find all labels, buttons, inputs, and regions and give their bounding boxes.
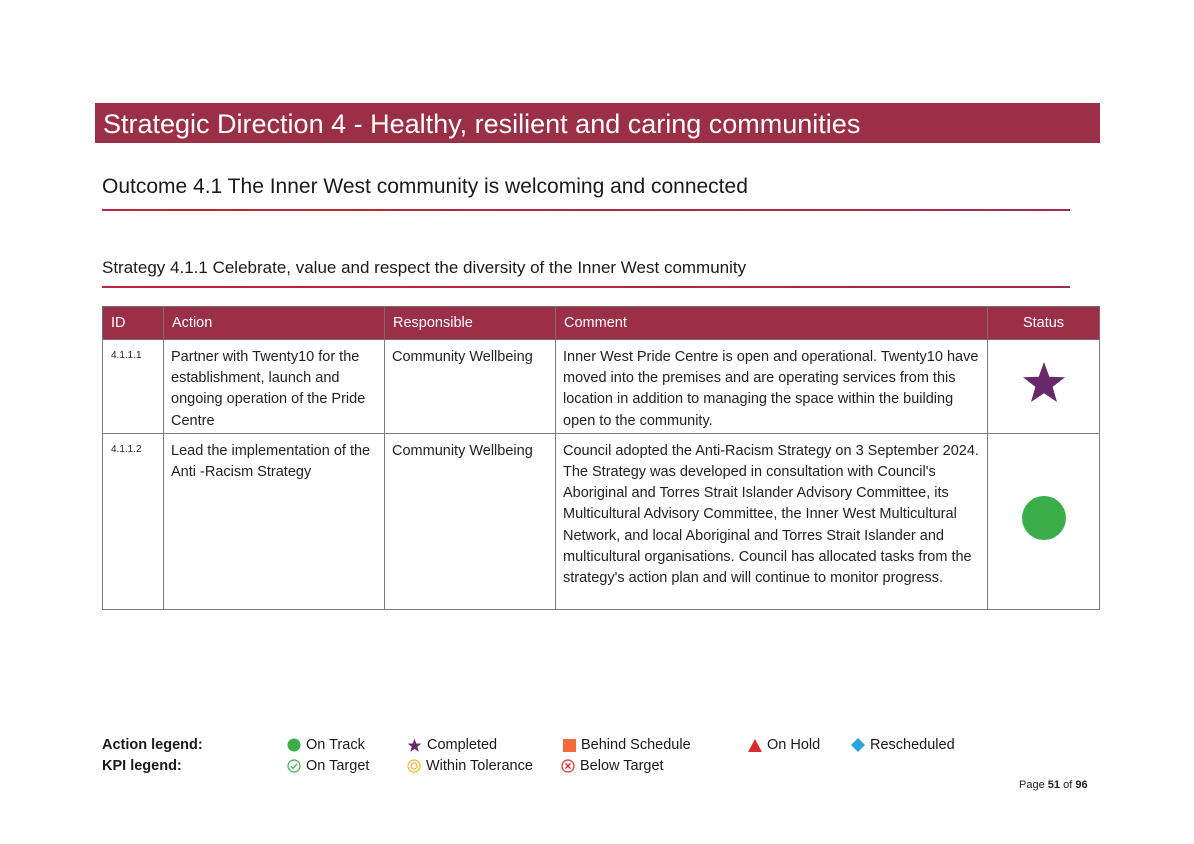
actions-table — [102, 306, 1100, 610]
table-row — [103, 433, 1100, 609]
legend-label: Behind Schedule — [581, 737, 691, 753]
row-id: 4.1.1.2 — [103, 433, 164, 609]
strategy-divider — [102, 286, 1070, 288]
row-comment: Inner West Pride Centre is open and operational. Twenty10 have moved into the premises and are operating services from this location in addition to managing the space within the building open to the community. — [556, 340, 988, 434]
page-current: 51 — [1047, 779, 1061, 791]
row-responsible: Community Wellbeing — [385, 433, 556, 609]
header-action: Action — [164, 307, 385, 340]
legend-label: On Target — [306, 758, 370, 774]
outcome-heading: Outcome 4.1 The Inner West community is welcoming and connected — [102, 175, 748, 198]
page-prefix: Page — [1019, 779, 1045, 791]
legend-label: On Hold — [767, 737, 821, 753]
header-id: ID — [103, 307, 164, 340]
check-circle-icon — [287, 759, 301, 773]
legend-item — [851, 737, 955, 753]
orange-square-icon — [563, 739, 576, 752]
legend-item — [287, 737, 365, 753]
row-action: Lead the implementation of the Anti -Racism Strategy — [164, 433, 385, 609]
strategic-direction-banner — [95, 103, 1100, 143]
row-id: 4.1.1.1 — [103, 340, 164, 434]
page-of: of — [1063, 779, 1073, 791]
green-circle-icon — [287, 738, 301, 752]
legend-label: Below Target — [580, 758, 664, 774]
legend-item — [561, 758, 664, 774]
header-responsible: Responsible — [385, 307, 556, 340]
red-triangle-icon — [748, 739, 762, 752]
table-row — [103, 340, 1100, 434]
legend-item — [748, 737, 820, 753]
legend-item — [287, 758, 369, 774]
row-status — [988, 433, 1100, 609]
legend-item — [407, 737, 497, 753]
row-responsible: Community Wellbeing — [385, 340, 556, 434]
legend-label: Within Tolerance — [426, 758, 533, 774]
cross-circle-icon — [561, 759, 575, 773]
page-number — [1019, 779, 1088, 791]
kpi-legend-title: KPI legend: — [102, 758, 182, 774]
target-circle-icon — [407, 759, 421, 773]
completed-star-icon — [1021, 360, 1067, 406]
strategy-heading: Strategy 4.1.1 Celebrate, value and respect the diversity of the Inner West community — [102, 258, 747, 277]
legend-item — [407, 758, 533, 774]
table-header-row — [103, 307, 1100, 340]
legend-label: On Track — [306, 737, 365, 753]
blue-diamond-icon — [851, 738, 865, 752]
header-status: Status — [988, 307, 1100, 340]
row-action: Partner with Twenty10 for the establishment, launch and ongoing operation of the Pride Centre — [164, 340, 385, 434]
legend-item — [563, 737, 691, 753]
purple-star-icon — [407, 738, 422, 753]
row-comment: Council adopted the Anti-Racism Strategy on 3 September 2024. The Strategy was developed in consultation with Council's Aboriginal and Torres Strait Islander Advisory Committee, its Multicultural Advisory Committee, the Inner West Multicultural Network, and local Aboriginal and Torres Strait Islander and multicultural organisations. Council has allocated tasks from the strategy's action plan and will continue to monitor progress. — [556, 433, 988, 609]
action-legend-title: Action legend: — [102, 737, 203, 753]
legend-label: Rescheduled — [870, 737, 955, 753]
banner-title: Strategic Direction 4 - Healthy, resilient and caring communities — [103, 109, 861, 139]
header-comment: Comment — [556, 307, 988, 340]
page-total: 96 — [1075, 779, 1088, 791]
row-status — [988, 340, 1100, 434]
legend-label: Completed — [427, 737, 498, 753]
on-track-circle-icon — [1021, 495, 1067, 541]
outcome-divider — [102, 209, 1070, 211]
